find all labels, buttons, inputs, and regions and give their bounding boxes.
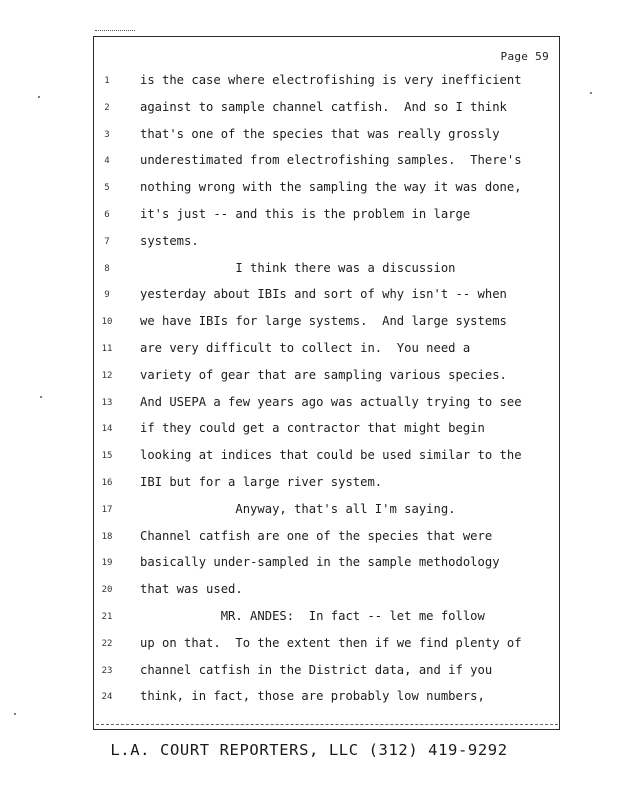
scan-artifact-top [95,30,135,35]
scan-speck [14,713,16,715]
transcript-page-frame [93,36,560,730]
line-number: 3 [104,129,110,140]
line-number: 21 [101,612,113,622]
line-number: 23 [101,665,113,676]
transcript-line: basically under-sampled in the sample methodology [140,555,500,570]
transcript-line: systems. [140,233,199,248]
transcript-line: yesterday about IBIs and sort of why isn't -- when [140,287,507,302]
transcript-line: we have IBIs for large systems. And large systems [140,314,507,329]
transcript-line: underestimated from electrofishing samples. There's [140,153,522,168]
line-number: 18 [101,531,113,542]
line-number: 13 [101,397,113,408]
scan-speck [40,396,42,398]
transcript-line: MR. ANDES: In fact -- let me follow [140,609,485,623]
page-number-label: Page 59 [500,50,549,63]
line-number: 8 [104,263,110,274]
line-number: 2 [104,102,110,113]
transcript-line: And USEPA a few years ago was actually trying to see [140,394,522,409]
line-number: 20 [101,585,113,596]
line-number: 11 [101,344,113,354]
transcript-line: variety of gear that are sampling various species. [140,367,507,382]
line-number: 10 [101,317,113,328]
line-number: 6 [104,210,110,220]
transcript-line: I think there was a discussion [140,260,456,275]
transcript-line: that's one of the species that was really grossly [140,126,500,141]
line-number: 19 [101,558,113,569]
line-number: 17 [101,504,113,515]
scan-artifact-bottom [96,724,558,725]
transcript-line: Anyway, that's all I'm saying. [140,501,456,516]
transcript-line: looking at indices that could be used similar to the [140,448,522,463]
transcript-line: is the case where electrofishing is very inefficient [140,73,522,87]
line-number: 22 [101,638,113,649]
line-number: 5 [104,183,110,194]
transcript-line: up on that. To the extent then if we find plenty of [140,635,522,650]
scan-speck [38,96,40,98]
transcript-line: channel catfish in the District data, and if you [140,662,493,677]
transcript-line: if they could get a contractor that might begin [140,421,485,436]
transcript-line: against to sample channel catfish. And so I think [140,99,507,114]
transcript-line: IBI but for a large river system. [140,475,383,489]
line-number: 15 [101,451,113,462]
line-number: 7 [104,236,110,247]
court-reporter-footer: L.A. COURT REPORTERS, LLC (312) 419-9292 [110,741,508,759]
line-number: 24 [101,692,113,703]
line-number: 9 [104,290,110,301]
transcript-line: nothing wrong with the sampling the way it was done, [140,180,522,195]
line-number: 12 [101,370,113,381]
transcript-line: it's just -- and this is the problem in large [140,207,471,221]
line-number: 16 [101,478,113,488]
transcript-line: are very difficult to collect in. You need a [140,341,471,355]
transcript-line: Channel catfish are one of the species that were [140,528,493,543]
line-number: 4 [104,156,110,167]
line-number: 1 [104,76,110,86]
transcript-line: that was used. [140,582,243,597]
scan-speck [590,92,592,94]
line-number: 14 [101,424,113,435]
transcript-line: think, in fact, those are probably low numbers, [140,689,485,704]
